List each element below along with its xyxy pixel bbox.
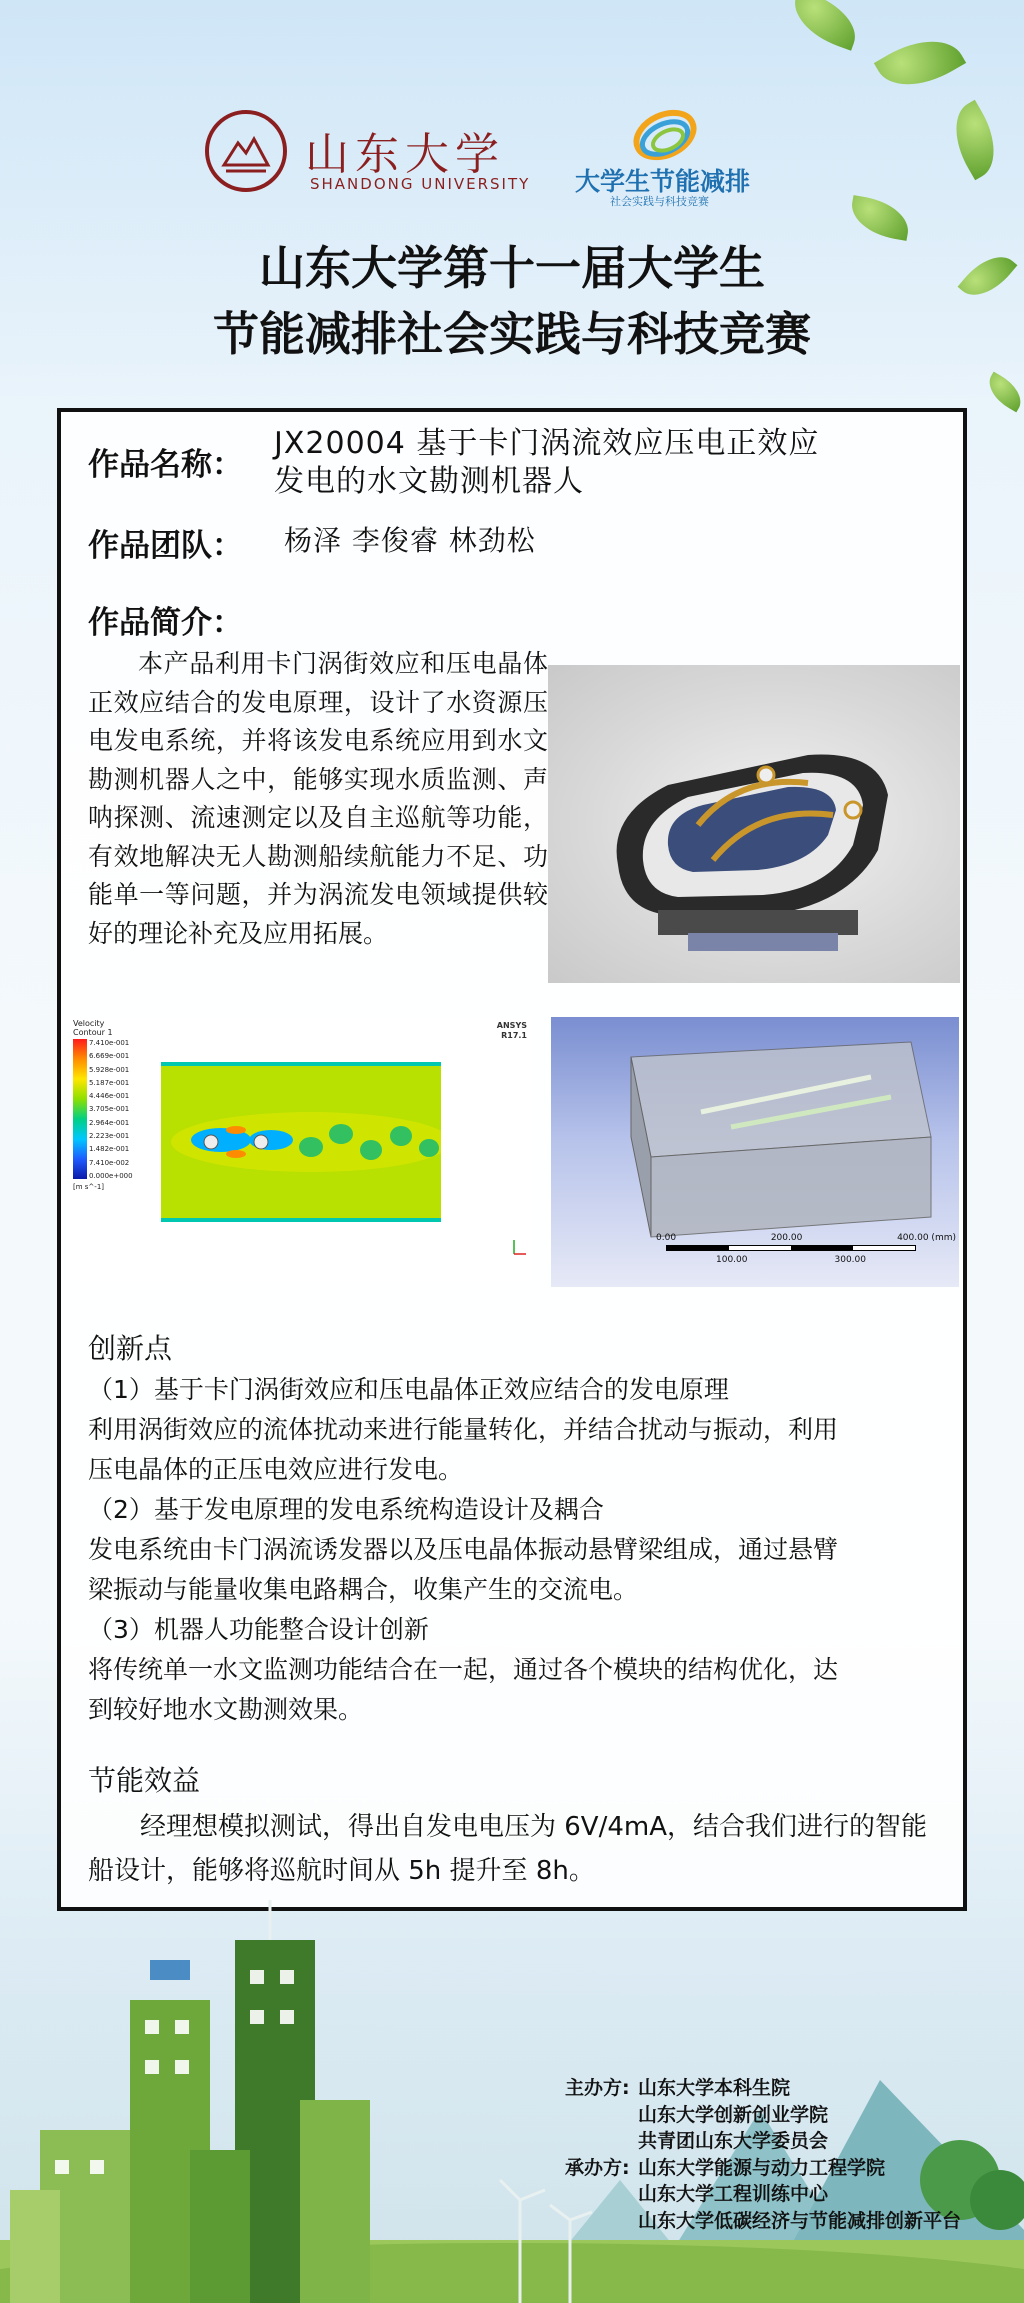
title-line: 节能减排社会实践与科技竞赛	[213, 307, 811, 361]
host-item: 共青团山东大学委员会	[638, 2130, 829, 2152]
intro-text: 本产品利用卡门涡街效应和压电晶体正效应结合的发电原理，设计了水资源压电发电系统，并将该发电系统应用到水文勘测机器人之中，能够实现水质监测、声呐探测、流速测定以及自主巡航等功能，有效地解决无人勘测船续航能力不足、功能单一等问题，并为涡流发电领域提供较好的理论补充及应用拓展。	[88, 649, 548, 948]
team-label: 作品团队：	[88, 528, 243, 564]
competition-ring-icon	[630, 100, 700, 170]
innovation-text: 梁振动与能量收集电路耦合，收集产生的交流电。	[88, 1575, 639, 1604]
intro-label: 作品简介：	[88, 605, 243, 641]
legend-values	[89, 1037, 133, 1183]
organizer-item: 山东大学能源与动力工程学院	[638, 2156, 886, 2179]
competition-logo-name: 大学生节能减排	[575, 167, 751, 196]
team-value: 杨泽 李俊睿 林劲松	[284, 524, 536, 557]
innovation-text: 将传统单一水文监测功能结合在一起，通过各个模块的结构优化，达	[88, 1655, 839, 1684]
host-label: 主办方:	[565, 2077, 630, 2099]
cad-model-image	[551, 1017, 959, 1287]
competition-logo	[570, 100, 770, 210]
legend-colorbar	[73, 1039, 87, 1179]
host-item: 山东大学本科生院	[638, 2077, 791, 2099]
leaf-decoration	[874, 23, 966, 103]
axis-triad-icon	[511, 1237, 529, 1257]
legend-value: 2.964e-001	[89, 1118, 130, 1127]
logo-row	[205, 100, 805, 210]
host-item: 山东大学创新创业学院	[638, 2103, 829, 2126]
velocity-field	[161, 1062, 441, 1222]
title-line: 山东大学第十一届大学生	[259, 241, 765, 295]
leaf-decoration	[982, 372, 1024, 413]
leaf-decoration	[785, 0, 864, 51]
innovation-text: 利用涡街效应的流体扰动来进行能量转化，并结合扰动与振动，利用	[88, 1415, 839, 1444]
legend-title: Velocity	[73, 1019, 105, 1028]
legend-value: 2.223e-001	[89, 1132, 130, 1141]
innovation-point-title: （1）基于卡门涡街效应和压电晶体正效应结合的发电原理	[88, 1375, 729, 1404]
university-name-en: SHANDONG UNIVERSITY	[310, 175, 531, 193]
innovation-point-title: （2）基于发电原理的发电系统构造设计及耦合	[88, 1495, 604, 1524]
project-name-value	[274, 425, 819, 501]
organizer-label: 承办方:	[565, 2156, 630, 2179]
legend-value: 4.446e-001	[89, 1092, 130, 1101]
ansys-brand: ANSYS	[496, 1021, 527, 1030]
robot-render-image	[548, 665, 960, 983]
legend-value: 7.410e-002	[89, 1158, 130, 1167]
legend-value: 5.187e-001	[89, 1078, 130, 1087]
project-name-line: 发电的水文勘测机器人	[274, 464, 584, 499]
flow-simulation-image	[71, 1017, 533, 1281]
university-name: 山东大学	[305, 129, 505, 180]
benefit-text: 经理想模拟测试，得出自发电电压为 6V/4mA，结合我们进行的智能船设计，能够将巡航时间从 5h 提升至 8h。	[88, 1812, 928, 1886]
organizer-item: 山东大学低碳经济与节能减排创新平台	[638, 2209, 962, 2232]
leaf-decoration	[940, 100, 1010, 181]
sponsor-block	[565, 2075, 961, 2234]
project-name-label: 作品名称：	[88, 447, 243, 483]
innovation-point-title: （3）机器人功能整合设计创新	[88, 1615, 429, 1644]
innovation-heading: 创新点	[88, 1332, 173, 1365]
legend-value: 3.705e-001	[89, 1105, 130, 1114]
scale-label: 100.00	[716, 1255, 748, 1265]
legend-value: 5.928e-001	[89, 1065, 130, 1074]
legend-value: 0.000e+000	[89, 1171, 133, 1180]
scale-label: 200.00	[770, 1233, 803, 1243]
project-name-line: JX20004 基于卡门涡流效应压电正效应	[274, 426, 820, 461]
ansys-version: R17.1	[501, 1031, 527, 1040]
content-frame	[57, 408, 967, 1911]
legend-unit: [m s^-1]	[73, 1183, 104, 1191]
legend-value: 7.410e-001	[89, 1039, 130, 1047]
page-title	[0, 235, 1024, 367]
innovation-text: 到较好地水文勘测效果。	[88, 1695, 364, 1724]
legend-sub: Contour 1	[73, 1028, 113, 1037]
innovation-body	[88, 1370, 948, 1730]
scale-label: 0.00	[656, 1233, 677, 1243]
legend-value: 6.669e-001	[89, 1052, 130, 1061]
competition-logo-sub: 社会实践与科技竞赛	[610, 195, 709, 208]
university-seal-icon	[205, 110, 287, 192]
innovation-text: 发电系统由卡门涡流诱发器以及压电晶体振动悬臂梁组成，通过悬臂	[88, 1535, 839, 1564]
legend-value: 1.482e-001	[89, 1145, 130, 1154]
benefit-heading: 节能效益	[88, 1764, 201, 1797]
scale-label: 400.00 (mm)	[897, 1233, 956, 1243]
scale-label: 300.00	[834, 1255, 866, 1265]
scale-bar	[666, 1245, 916, 1251]
organizer-item: 山东大学工程训练中心	[638, 2183, 829, 2205]
innovation-text: 压电晶体的正压电效应进行发电。	[88, 1455, 464, 1484]
